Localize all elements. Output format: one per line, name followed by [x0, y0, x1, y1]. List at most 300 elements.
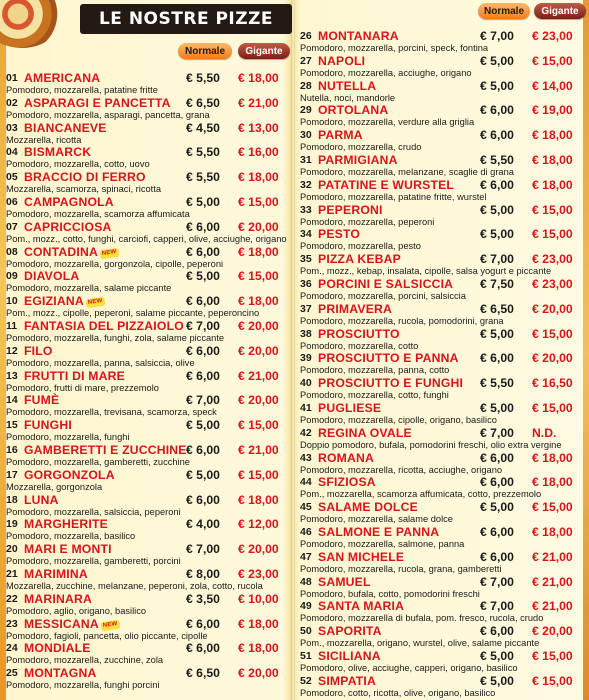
pizza-name [318, 402, 381, 415]
menu-item-header [6, 320, 291, 333]
item-number: 47 [300, 550, 312, 563]
menu-item-header [300, 303, 589, 316]
pizza-name [24, 345, 53, 358]
pizza-ingredients: Pom., mozz., cotto, funghi, carciofi, capperi, olive, acciughe, origano [6, 233, 287, 244]
menu-item-header [300, 328, 589, 341]
pizza-name-text: MARINARA [24, 591, 92, 606]
menu-item [6, 146, 291, 169]
item-number: 30 [300, 129, 312, 142]
pizza-ingredients: Pom., mozz., kebap, insalata, cipolle, salsa yogurt e piccante [300, 266, 552, 277]
menu-item [300, 253, 589, 276]
price-gigante: € 21,00 [238, 443, 279, 457]
menu-item-header [6, 642, 291, 655]
menu-column-left [6, 72, 291, 700]
price-gigante: € 20,00 [532, 624, 573, 639]
item-number: 25 [6, 667, 18, 680]
item-number: 34 [300, 228, 312, 241]
menu-item [300, 377, 589, 400]
menu-item-header [6, 221, 291, 234]
pizza-name [24, 618, 120, 631]
pizza-ingredients: Pomodoro, bufala, cotto, pomodorini freschi [300, 588, 480, 599]
menu-item [300, 204, 589, 227]
pizza-name [318, 352, 459, 365]
pizza-name [318, 476, 376, 489]
pizza-ingredients: Pomodoro, mozzarella, salmone, panna [300, 539, 465, 549]
pizza-name-text: PORCINI E SALSICCIA [318, 277, 454, 291]
menu-item [6, 593, 291, 616]
pizza-name-text: GAMBERETTI E ZUCCHINE [24, 443, 187, 457]
price-normale: € 6,00 [480, 624, 514, 639]
price-gigante: € 18,00 [238, 294, 279, 309]
price-gigante: € 21,00 [532, 574, 573, 589]
pizza-name-text: SFIZIOSA [318, 475, 376, 490]
price-normale: € 7,00 [480, 574, 514, 589]
menu-item-header [6, 270, 291, 283]
pizza-ingredients: Pomodoro, mozzarella, ricotta, acciughe, origano [300, 464, 503, 475]
item-number: 50 [300, 625, 312, 638]
menu-item [6, 568, 291, 591]
price-gigante: € 15,00 [532, 500, 573, 515]
item-number: 09 [6, 270, 18, 283]
item-number: 23 [6, 617, 18, 630]
new-badge-icon: NEW [85, 297, 105, 309]
menu-item-header [6, 469, 291, 482]
pizza-name [318, 650, 381, 663]
pizza-name-text: MARI E MONTI [24, 542, 112, 557]
item-number: 39 [300, 352, 312, 365]
pizza-name-text: FILO [24, 343, 53, 358]
price-normale: € 6,00 [186, 443, 220, 457]
item-number: 14 [6, 394, 18, 407]
pizza-ingredients: Pomodoro, mozzarella, funghi [6, 432, 130, 443]
menu-item-header [6, 419, 291, 432]
pizza-ingredients: Pomodoro, mozzarella, gorgonzola, cipolle, peperoni [6, 258, 224, 269]
pizza-name-text: PROSCIUTTO E PANNA [318, 351, 459, 366]
menu-item [6, 72, 291, 95]
menu-item-header [300, 55, 589, 68]
price-gigante: € 19,00 [532, 103, 573, 118]
price-gigante: € 12,00 [238, 517, 279, 532]
menu-item [6, 618, 291, 641]
pizza-name [24, 72, 100, 85]
pizza-ingredients: Pomodoro, mozzarella, pesto [300, 241, 421, 252]
pizza-name-text: LUNA [24, 492, 59, 507]
price-gigante: € 18,00 [238, 244, 279, 259]
price-gigante: € 18,00 [238, 71, 279, 85]
pizza-ingredients: Pom., mozzarella, origano, wurstel, olive, salame piccante [300, 638, 540, 649]
menu-item-header [300, 352, 589, 365]
pizza-ingredients: Pomodoro, mozzarella, zucchine, zola [6, 655, 164, 666]
price-normale: € 7,00 [480, 425, 514, 440]
item-number: 26 [300, 30, 312, 42]
price-gigante: € 20,00 [238, 542, 279, 557]
price-normale: € 4,50 [186, 120, 220, 135]
menu-item [300, 452, 589, 475]
pizza-ingredients: Pomodoro, mozzarella, gamberetti, porcini [6, 556, 181, 567]
pizza-name-text: SALAME DOLCE [318, 500, 418, 515]
price-normale: € 6,50 [480, 301, 514, 316]
price-gigante: € 15,00 [532, 53, 573, 68]
menu-item [6, 667, 291, 690]
pizza-icon [0, 0, 62, 48]
price-normale: € 5,00 [480, 227, 514, 242]
menu-item-header [300, 526, 589, 539]
price-normale: € 5,50 [186, 145, 220, 160]
pizza-ingredients: Mozzarella, scamorza, spinaci, ricotta [6, 184, 162, 195]
price-gigante: € 18,00 [238, 616, 279, 631]
price-normale: € 7,50 [480, 277, 514, 291]
price-normale: € 5,00 [480, 500, 514, 515]
pizza-name-text: MONTANARA [318, 29, 399, 43]
price-normale: € 6,00 [186, 616, 220, 631]
normale-label-right: Normale [478, 3, 530, 19]
pizza-name [318, 576, 371, 589]
pizza-name-text: PARMA [318, 128, 363, 143]
pizza-name-text: NAPOLI [318, 53, 366, 68]
price-normale: € 5,50 [480, 153, 514, 167]
price-gigante: € 15,00 [532, 227, 573, 242]
pizza-name-text: SAPORITA [318, 624, 382, 639]
pizza-name [318, 427, 412, 440]
price-normale: € 5,00 [186, 418, 220, 433]
pizza-name-text: PROSCIUTTO E FUNGHI [318, 376, 464, 391]
pizza-name [318, 204, 383, 217]
menu-item [300, 576, 589, 599]
pizza-ingredients: Pomodoro, mozzarella, melanzane, scaglie di grana [300, 167, 514, 177]
price-normale: € 6,00 [480, 103, 514, 118]
price-normale: € 5,00 [480, 53, 514, 68]
item-number: 49 [300, 600, 312, 613]
price-normale: € 6,00 [480, 525, 514, 539]
pizza-name-text: SICILIANA [318, 649, 381, 663]
pizza-ingredients: Pomodoro, mozzarella, salame dolce [300, 514, 453, 525]
menu-item [300, 427, 589, 450]
item-number: 45 [300, 501, 312, 514]
pizza-name [24, 469, 115, 482]
pizza-name [24, 320, 184, 333]
pizza-ingredients: Pomodoro, mozzarella, peperoni [300, 216, 435, 227]
pizza-name [318, 303, 392, 316]
price-gigante: € 16,50 [532, 376, 573, 391]
pizza-name-text: SAN MICHELE [318, 549, 405, 564]
item-number: 19 [6, 518, 18, 531]
pizza-name-text: SANTA MARIA [318, 599, 405, 614]
pizza-name [318, 675, 376, 688]
item-number: 17 [6, 468, 18, 481]
menu-item-header [300, 675, 589, 688]
menu-item [6, 444, 291, 467]
pizza-name [318, 154, 398, 167]
price-normale: € 6,00 [480, 128, 514, 143]
pizza-name [318, 328, 400, 341]
pizza-ingredients: Pomodoro, mozzarella, scamorza affumicata [6, 209, 190, 219]
price-normale: € 6,00 [186, 343, 220, 358]
menu-item [300, 650, 589, 673]
menu-item [6, 469, 291, 492]
pizza-ingredients: Pomodoro, mozzarella, crudo [300, 142, 422, 153]
price-gigante: € 23,00 [532, 277, 573, 291]
item-number: 24 [6, 642, 18, 655]
pizza-ingredients: Pomodoro, mozzarella, rucola, grana, gamberetti [300, 563, 502, 574]
price-gigante: € 15,00 [532, 202, 573, 217]
menu-item [300, 30, 589, 53]
pizza-name-text: GORGONZOLA [24, 467, 115, 482]
price-gigante: € 20,00 [532, 301, 573, 316]
page-title: LE NOSTRE PIZZE [98, 9, 274, 29]
pizza-name-text: ORTOLANA [318, 103, 389, 118]
pizza-name [24, 171, 146, 184]
pizza-name-text: AMERICANA [24, 71, 101, 85]
pizza-ingredients: Pomodoro, mozzarella, patatine fritte [6, 85, 158, 95]
menu-item-header [300, 576, 589, 589]
menu-item-header [6, 196, 291, 209]
price-normale: € 8,00 [186, 567, 220, 581]
price-normale: € 7,00 [480, 599, 514, 614]
menu-item-header [300, 129, 589, 142]
price-gigante: € 15,00 [238, 269, 279, 284]
pizza-ingredients: Pomodoro, mozzarella, gamberetti, zucchine [6, 457, 190, 467]
menu-item [6, 419, 291, 442]
menu-item [300, 104, 589, 127]
menu-item-header [300, 600, 589, 613]
pizza-name [318, 55, 365, 68]
pizza-name-text: BRACCIO DI FERRO [24, 170, 146, 185]
menu-item-header [6, 494, 291, 507]
pizza-name-text: SAMUEL [318, 574, 371, 589]
column-divider [291, 0, 295, 700]
pizza-name [24, 494, 59, 507]
price-normale: € 5,50 [480, 376, 514, 391]
pizza-ingredients: Mozzarella, zucchine, melanzane, peperoni, zola, cotto, rucola [6, 581, 263, 591]
item-number: 21 [6, 568, 18, 580]
item-number: 33 [300, 203, 312, 216]
menu-item-header [300, 501, 589, 514]
price-gigante: € 21,00 [238, 95, 279, 110]
pizza-name [24, 394, 59, 407]
pizza-ingredients: Pomodoro, mozzarella, basilico [6, 531, 136, 542]
pizza-name [24, 246, 119, 259]
item-number: 48 [300, 575, 312, 588]
menu-item [6, 518, 291, 541]
pizza-name-text: NUTELLA [318, 78, 377, 93]
price-gigante: € 21,00 [238, 368, 279, 383]
pizza-name [318, 501, 418, 514]
menu-item [300, 402, 589, 425]
pizza-name-text: ASPARAGI E PANCETTA [24, 95, 171, 110]
menu-item [6, 394, 291, 417]
menu-item-header [6, 97, 291, 110]
menu-item [300, 129, 589, 152]
price-normale: € 3,50 [186, 591, 220, 606]
pizza-ingredients: Pomodoro, aglio, origano, basilico [6, 605, 147, 616]
pizza-ingredients: Pomodoro, mozzarella, funghi porcini [6, 680, 160, 691]
item-number: 10 [6, 295, 18, 308]
item-number: 07 [6, 220, 18, 233]
pizza-name-text: FUMÈ [24, 393, 60, 408]
menu-item-header [6, 568, 291, 581]
price-gigante: € 18,00 [532, 450, 573, 465]
price-gigante: € 20,00 [238, 666, 279, 681]
pizza-ingredients: Pomodoro, mozzarella, cotto, funghi [300, 390, 449, 401]
menu-item [300, 526, 589, 549]
pizza-name [318, 551, 404, 564]
price-gigante: € 18,00 [238, 170, 279, 185]
pizza-name [24, 370, 125, 383]
price-normale: € 6,00 [480, 475, 514, 490]
item-number: 42 [300, 426, 312, 439]
menu-item [300, 80, 589, 103]
price-normale: € 5,00 [480, 202, 514, 217]
menu-item-header [6, 72, 291, 85]
pizza-ingredients: Pomodoro, mozzarella, panna, salsiccia, olive [6, 357, 195, 368]
price-normale: € 4,00 [186, 517, 220, 532]
pizza-ingredients: Pomodoro, fagioli, pancetta, olio piccante, cipolle [6, 630, 208, 641]
menu-item-header [6, 593, 291, 606]
pizza-name [24, 97, 171, 110]
pizza-ingredients: Pomodoro, mozzarella, cipolle, origano, basilico [300, 415, 497, 425]
menu-item-header [6, 394, 291, 407]
pizza-name-text: BIANCANEVE [24, 120, 107, 135]
price-normale: € 6,00 [186, 294, 220, 309]
price-normale: € 6,00 [186, 244, 220, 259]
pizza-name-text: PROSCIUTTO [318, 326, 400, 341]
pizza-name [318, 179, 454, 192]
item-number: 51 [300, 650, 312, 662]
item-number: 15 [6, 419, 18, 432]
pizza-name-text: MONDIALE [24, 641, 91, 656]
price-gigante: € 15,00 [532, 649, 573, 663]
pizza-name-text: PESTO [318, 227, 361, 242]
pizza-name [318, 253, 401, 266]
price-gigante: € 15,00 [532, 326, 573, 341]
menu-item-header [6, 146, 291, 159]
menu-item [6, 370, 291, 393]
pizza-ingredients: Pomodoro, mozzarella, panna, cotto [300, 365, 450, 376]
price-normale: € 5,00 [186, 195, 220, 209]
gigante-label-left: Gigante [238, 43, 290, 59]
menu-item-header [6, 171, 291, 184]
item-number: 43 [300, 451, 312, 464]
pizza-name-text: CAPRICCIOSA [24, 219, 112, 234]
item-number: 12 [6, 344, 18, 357]
menu-item [300, 600, 589, 623]
pizza-ingredients: Pomodoro, mozzarella, funghi, zola, salame piccante [6, 333, 225, 343]
pizza-name-text: PRIMAVERA [318, 301, 393, 316]
item-number: 08 [6, 245, 18, 258]
pizza-ingredients: Nutella, noci, mandorle [300, 92, 396, 103]
menu-item-header [6, 618, 291, 631]
pizza-name [24, 444, 187, 457]
pizza-name [318, 80, 376, 93]
menu-item-header [300, 253, 589, 266]
menu-item [300, 303, 589, 326]
pizza-name-text: MESSICANA [24, 616, 99, 631]
menu-item-header [300, 452, 589, 465]
menu-item-header [300, 228, 589, 241]
pizza-name-text: MARGHERITE [24, 517, 108, 532]
price-normale: € 7,00 [480, 29, 514, 43]
item-number: 27 [300, 54, 312, 67]
price-normale: € 5,00 [186, 269, 220, 284]
item-number: 40 [300, 377, 312, 390]
menu-item-header [300, 80, 589, 93]
item-number: 16 [6, 444, 18, 456]
price-gigante: € 23,00 [532, 252, 573, 267]
price-normale: € 6,00 [480, 177, 514, 192]
item-number: 06 [6, 196, 18, 208]
pizza-ingredients: Mozzarella, gorgonzola [6, 481, 103, 492]
menu-item-header [6, 295, 291, 308]
price-normale: € 6,00 [480, 549, 514, 564]
menu-item [300, 328, 589, 351]
price-gigante: € 20,00 [238, 319, 279, 333]
price-normale: € 6,00 [186, 492, 220, 507]
pizza-name-text: PATATINE E WURSTEL [318, 177, 455, 192]
pizza-name [24, 543, 112, 556]
menu-item [300, 228, 589, 251]
price-normale: € 7,00 [186, 542, 220, 557]
pizza-ingredients: Pomodoro, mozzarella, acciughe, origano [300, 67, 472, 78]
item-number: 46 [300, 526, 312, 538]
item-number: 44 [300, 476, 312, 489]
pizza-name [318, 104, 388, 117]
menu-item-header [300, 179, 589, 192]
item-number: 11 [6, 320, 18, 332]
price-normale: € 6,00 [186, 219, 220, 234]
pizza-name [318, 30, 399, 43]
pizza-name [24, 221, 112, 234]
pizza-ingredients: Pom., mozzarella, scamorza affumicata, cotto, prezzemolo [300, 489, 542, 500]
pizza-name [24, 568, 88, 581]
pizza-name-text: DIAVOLA [24, 269, 80, 284]
item-number: 37 [300, 302, 312, 315]
pizza-name [318, 228, 360, 241]
pizza-name [318, 377, 463, 390]
price-gigante: € 20,00 [238, 219, 279, 234]
menu-item [300, 501, 589, 524]
pizza-name [318, 625, 382, 638]
pizza-ingredients: Pomodoro, mozzarella, verdure alla griglia [300, 117, 475, 128]
price-normale: € 6,00 [480, 351, 514, 366]
price-normale: € 5,50 [186, 71, 220, 85]
pizza-name-text: SIMPATIA [318, 673, 377, 688]
item-number: 29 [300, 104, 312, 117]
menu-item [6, 345, 291, 368]
pizza-ingredients: Pomodoro, mozzarella, cotto, uovo [6, 159, 150, 170]
pizza-name [318, 600, 404, 613]
item-number: 18 [6, 493, 18, 506]
price-gigante: € 23,00 [238, 567, 279, 581]
pizza-name [318, 526, 439, 539]
pizza-ingredients: Pomodoro, mozzarella, trevisana, scamorza, speck [6, 407, 217, 418]
menu-item [300, 55, 589, 78]
menu-item [6, 97, 291, 120]
menu-item [6, 543, 291, 566]
pizza-name-text: EGIZIANA [24, 294, 84, 309]
price-normale: € 7,00 [480, 252, 514, 267]
pizza-name-text: PUGLIESE [318, 401, 382, 415]
pizza-ingredients: Pomodoro, olive, acciughe, capperi, origano, basilico [300, 663, 518, 673]
price-gigante: € 15,00 [532, 673, 573, 688]
menu-item [6, 246, 291, 269]
pizza-name-text: BISMARCK [24, 145, 92, 160]
price-gigante: € 15,00 [238, 467, 279, 482]
pizza-name-text: REGINA OVALE [318, 425, 412, 440]
price-gigante: € 20,00 [238, 343, 279, 358]
menu-item [6, 122, 291, 145]
menu-item [6, 320, 291, 343]
pizza-name-text: CONTADINA [24, 244, 99, 259]
